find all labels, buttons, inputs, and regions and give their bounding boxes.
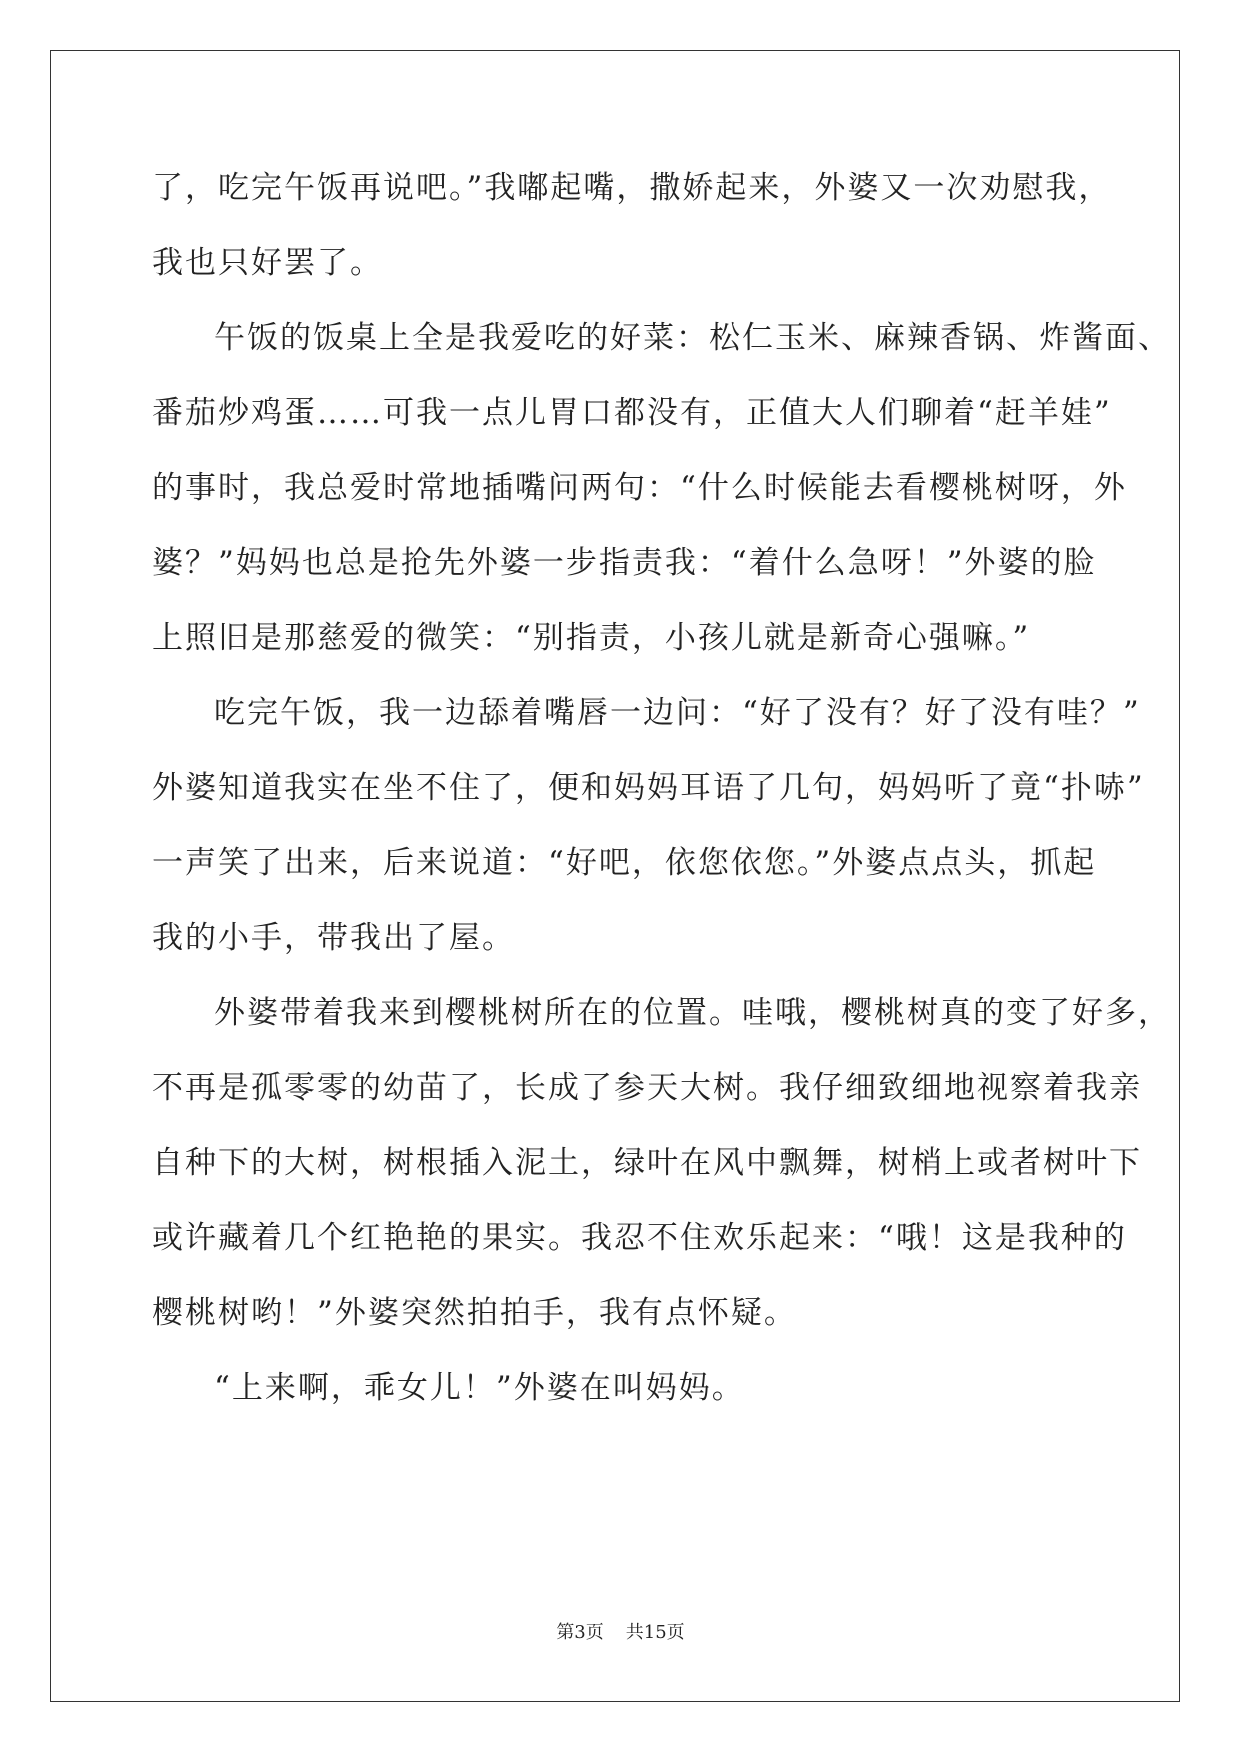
text-line: 樱桃树哟！”外婆突然拍拍手，我有点怀疑。	[152, 1295, 797, 1331]
text-line: 上照旧是那慈爱的微笑：“别指责，小孩儿就是新奇心强嘛。”	[152, 620, 1031, 656]
page-total: 共15页	[625, 1622, 685, 1643]
text-line: 午饭的饭桌上全是我爱吃的好菜：松仁玉米、麻辣香锅、炸酱面、	[214, 320, 1171, 356]
text-line: 我的小手，带我出了屋。	[152, 920, 515, 956]
text-line: 外婆知道我实在坐不住了，便和妈妈耳语了几句，妈妈听了竟“扑哧”	[152, 770, 1145, 806]
text-line: 一声笑了出来，后来说道：“好吧，依您依您。”外婆点点头，抓起	[152, 845, 1097, 881]
page-footer	[0, 1621, 1241, 1645]
page-number: 第3页	[556, 1622, 604, 1643]
text-line: 外婆带着我来到樱桃树所在的位置。哇哦，樱桃树真的变了好多，	[214, 995, 1171, 1031]
text-line: 婆？”妈妈也总是抢先外婆一步指责我：“着什么急呀！”外婆的脸	[152, 545, 1097, 581]
text-line: “上来啊，乖女儿！”外婆在叫妈妈。	[214, 1370, 745, 1406]
text-line: 的事时，我总爱时常地插嘴问两句：“什么时候能去看樱桃树呀，外	[152, 470, 1127, 506]
text-line: 吃完午饭，我一边舔着嘴唇一边问：“好了没有？好了没有哇？”	[214, 695, 1141, 731]
text-line: 不再是孤零零的幼苗了，长成了参天大树。我仔细致细地视察着我亲	[152, 1070, 1142, 1106]
text-line: 番茄炒鸡蛋……可我一点儿胃口都没有，正值大人们聊着“赶羊娃”	[152, 395, 1112, 431]
text-line: 我也只好罢了。	[152, 245, 383, 281]
text-line: 或许藏着几个红艳艳的果实。我忍不住欢乐起来：“哦！这是我种的	[152, 1220, 1127, 1256]
text-line: 了，吃完午饭再说吧。”我嘟起嘴，撒娇起来，外婆又一次劝慰我，	[152, 170, 1112, 206]
text-line: 自种下的大树，树根插入泥土，绿叶在风中飘舞，树梢上或者树叶下	[152, 1145, 1142, 1181]
